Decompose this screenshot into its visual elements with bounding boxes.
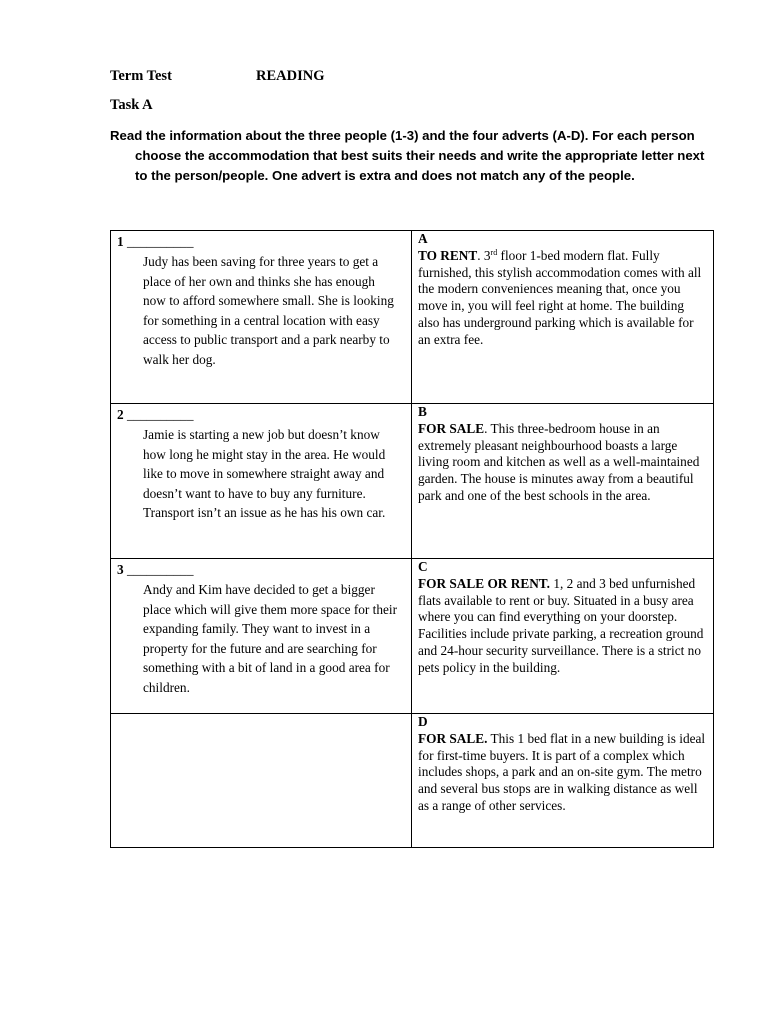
advert-body: floor 1-bed modern flat. Fully furnished, this stylish accommodation comes with all the modern conveniences meaning that, once you move in, you will feel right at home. The building also has underground parking which is available for an extra fee. — [418, 247, 702, 347]
table-row — [111, 404, 714, 559]
task-instructions: Read the information about the three people (1-3) and the four adverts (A-D). For each person choose the accommodation that best suits their needs and write the appropriate letter next to the person/people. One advert is extra and does not match any of the people. — [110, 128, 705, 183]
person-cell-1 — [111, 231, 412, 404]
person-number: 2 — [117, 407, 124, 422]
answer-blank[interactable]: __________ — [126, 234, 194, 249]
test-title: Term Test — [110, 68, 172, 84]
person-cell-2 — [111, 404, 412, 559]
advert-lead: . 3 — [477, 247, 491, 263]
advert-letter: D — [418, 714, 428, 729]
answer-blank[interactable]: __________ — [126, 562, 194, 577]
advert-letter: B — [418, 404, 427, 419]
table-row — [111, 559, 714, 714]
person-number-line — [111, 559, 411, 578]
empty-cell — [111, 714, 412, 848]
advert-cell-c — [412, 559, 714, 714]
table-row — [111, 714, 714, 848]
person-description: Andy and Kim have decided to get a bigger place which will give them more space for their expanding family. They want to invest in a property for the future and are searching for something with a bit of land in a good area for children. — [143, 582, 398, 695]
person-description: Judy has been saving for three years to get a place of her own and thinks she has enough now to afford somewhere small. She is looking for something in a central location with easy access to public transport and a park nearby to walk her dog. — [143, 254, 394, 367]
answer-blank[interactable]: __________ — [126, 407, 194, 422]
person-number: 1 — [117, 234, 124, 249]
test-subject: READING — [256, 68, 325, 84]
advert-letter: A — [418, 231, 428, 246]
table-row — [111, 231, 714, 404]
advert-heading: FOR SALE OR RENT. — [418, 575, 551, 591]
advert-cell-b — [412, 404, 714, 559]
advert-cell-d — [412, 714, 714, 848]
task-label: Task A — [110, 97, 153, 113]
person-number-line — [111, 404, 411, 423]
person-number-line — [111, 231, 411, 250]
advert-letter: C — [418, 559, 428, 574]
advert-heading: FOR SALE — [418, 420, 485, 436]
person-description: Jamie is starting a new job but doesn’t know how long he might stay in the area. He would like to move in somewhere straight away and doesn’t want to have to buy any furniture. Transport isn’t an issue as he has his own car. — [143, 427, 386, 521]
advert-heading: FOR SALE. — [418, 730, 488, 746]
person-cell-3 — [111, 559, 412, 714]
test-header — [110, 68, 325, 85]
advert-heading: TO RENT — [418, 247, 478, 263]
advert-body: . This three-bedroom house in an extremely pleasant neighbourhood boasts a large living room and kitchen as well as a well-maintained garden. The house is minutes away from a beautiful park and one of the best schools in the area. — [418, 420, 700, 503]
matching-table — [110, 230, 714, 848]
advert-superscript: rd — [490, 247, 498, 257]
advert-body: This 1 bed flat in a new building is ideal for first-time buyers. It is part of a complex which includes shops, a park and an on-site gym. The metro and several bus stops are in walking distance as well as a range of other services. — [418, 730, 706, 813]
advert-body: 1, 2 and 3 bed unfurnished flats available to rent or buy. Situated in a busy area where you can find everything on your doorstep. Facilities include private parking, a recreation ground and 24-hour security surveillance. There is a strict no pets policy in the building. — [418, 575, 704, 675]
advert-cell-a — [412, 231, 714, 404]
person-number: 3 — [117, 562, 124, 577]
